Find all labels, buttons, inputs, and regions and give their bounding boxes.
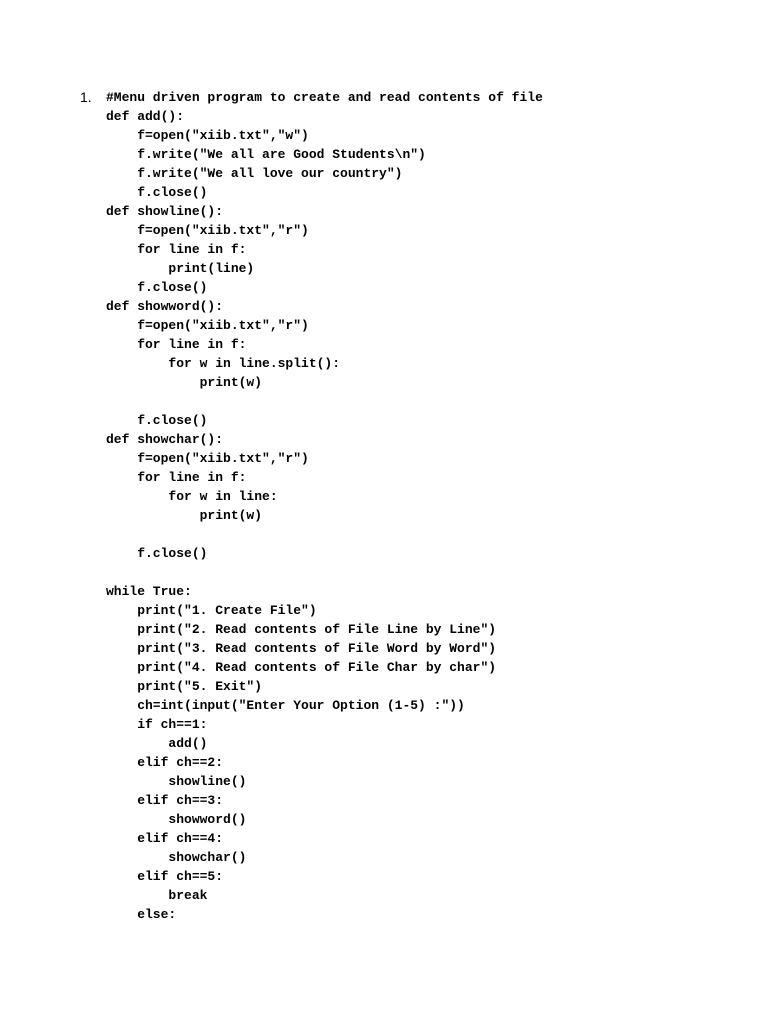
code-line: #Menu driven program to create and read contents of file [106,90,543,105]
code-line [106,563,543,582]
code-line: def showword(): [106,299,224,314]
code-line: showword() [106,812,247,827]
code-line: print(w) [106,375,263,390]
code-line: f=open("xiib.txt","w") [106,128,309,143]
code-line: f.write("We all are Good Students\n") [106,147,426,162]
code-line: elif ch==5: [106,869,224,884]
code-line: print("3. Read contents of File Word by Word") [106,641,497,656]
code-line: add() [106,736,208,751]
code-line: print("5. Exit") [106,679,263,694]
code-line: print("4. Read contents of File Char by char") [106,660,497,675]
code-line: def add(): [106,109,185,124]
code-line: elif ch==3: [106,793,224,808]
code-line: for line in f: [106,242,247,257]
list-number: 1. [80,89,92,105]
code-line: elif ch==4: [106,831,224,846]
code-line: for line in f: [106,470,247,485]
code-line: elif ch==2: [106,755,224,770]
code-line: print("2. Read contents of File Line by Line") [106,622,497,637]
code-line: print(line) [106,261,255,276]
code-line: else: [106,907,177,922]
code-line [106,392,543,411]
code-line: f.close() [106,185,208,200]
code-line: f.close() [106,546,208,561]
code-line: break [106,888,208,903]
code-line: f=open("xiib.txt","r") [106,318,309,333]
code-line: def showline(): [106,204,224,219]
code-line: showchar() [106,850,247,865]
code-line: for w in line.split(): [106,356,341,371]
code-line: if ch==1: [106,717,208,732]
code-line: f.write("We all love our country") [106,166,403,181]
code-line: f=open("xiib.txt","r") [106,223,309,238]
code-line: ch=int(input("Enter Your Option (1-5) :")) [106,698,465,713]
code-line: f=open("xiib.txt","r") [106,451,309,466]
code-line: for line in f: [106,337,247,352]
code-line: print("1. Create File") [106,603,317,618]
code-block [106,88,543,924]
code-line: f.close() [106,280,208,295]
code-line: def showchar(): [106,432,224,447]
code-line: showline() [106,774,247,789]
code-line: f.close() [106,413,208,428]
code-line [106,525,543,544]
code-line: while True: [106,584,192,599]
code-line: print(w) [106,508,263,523]
code-line: for w in line: [106,489,278,504]
